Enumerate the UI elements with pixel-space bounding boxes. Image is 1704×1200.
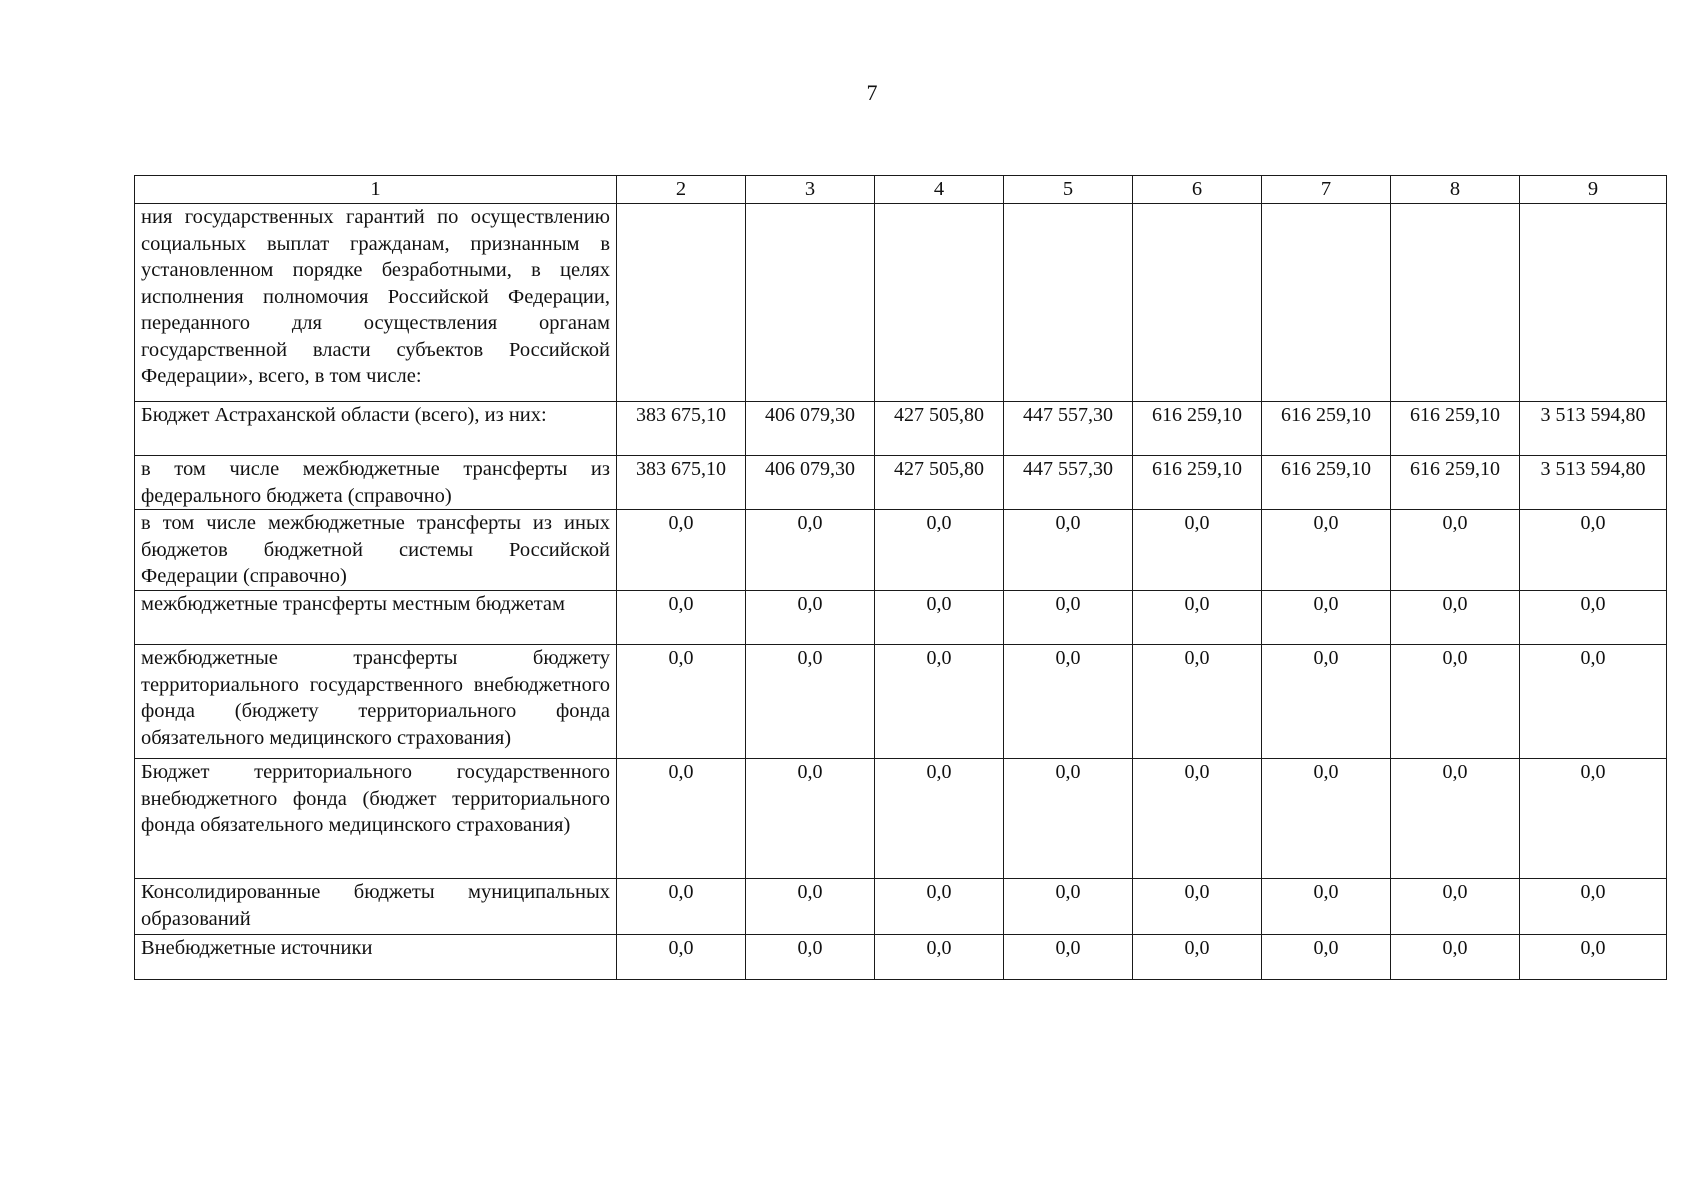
value-cell: 0,0 <box>1391 645 1520 759</box>
value-cell <box>1133 204 1262 402</box>
column-header: 8 <box>1391 176 1520 204</box>
table-row <box>135 935 1667 980</box>
value-cell: 406 079,30 <box>746 456 875 510</box>
value-cell: 0,0 <box>1133 645 1262 759</box>
value-cell: 0,0 <box>875 935 1004 980</box>
value-cell: 0,0 <box>1520 759 1667 879</box>
value-cell <box>746 204 875 402</box>
value-cell: 0,0 <box>1004 935 1133 980</box>
budget-table <box>134 175 1667 980</box>
value-cell: 0,0 <box>1520 591 1667 645</box>
table-row <box>135 402 1667 456</box>
table-row <box>135 591 1667 645</box>
value-cell: 0,0 <box>1262 591 1391 645</box>
value-cell: 0,0 <box>1262 510 1391 591</box>
value-cell: 0,0 <box>1004 591 1133 645</box>
row-label: Консолидированные бюджеты муниципальных образований <box>135 879 617 935</box>
row-label: ния государственных гарантий по осуществлению социальных выплат гражданам, признанным в установленном порядке безработными, в целях исполнения полномочия Российской Федерации, переданного для осуществления органам государственной власти субъектов Российской Федерации», всего, в том числе: <box>135 204 617 402</box>
value-cell: 616 259,10 <box>1262 402 1391 456</box>
value-cell: 616 259,10 <box>1391 402 1520 456</box>
value-cell: 0,0 <box>617 510 746 591</box>
value-cell: 0,0 <box>617 759 746 879</box>
value-cell: 0,0 <box>1004 510 1133 591</box>
value-cell: 0,0 <box>746 591 875 645</box>
value-cell: 0,0 <box>1004 759 1133 879</box>
value-cell: 0,0 <box>746 645 875 759</box>
value-cell: 0,0 <box>1520 935 1667 980</box>
value-cell: 0,0 <box>1133 510 1262 591</box>
value-cell: 0,0 <box>1391 591 1520 645</box>
table-row <box>135 879 1667 935</box>
value-cell: 383 675,10 <box>617 456 746 510</box>
value-cell: 0,0 <box>875 510 1004 591</box>
row-label: в том числе межбюджетные трансферты из иных бюджетов бюджетной системы Российской Федерации (справочно) <box>135 510 617 591</box>
value-cell: 0,0 <box>1391 879 1520 935</box>
value-cell: 0,0 <box>875 759 1004 879</box>
table-row <box>135 645 1667 759</box>
value-cell: 0,0 <box>1391 510 1520 591</box>
value-cell: 0,0 <box>617 591 746 645</box>
value-cell: 0,0 <box>1262 759 1391 879</box>
value-cell: 0,0 <box>746 510 875 591</box>
row-label: межбюджетные трансферты бюджету территориального государственного внебюджетного фонда (бюджету территориального фонда обязательного медицинского страхования) <box>135 645 617 759</box>
row-label: Бюджет территориального государственного внебюджетного фонда (бюджет территориального фонда обязательного медицинского страхования) <box>135 759 617 879</box>
value-cell: 616 259,10 <box>1133 402 1262 456</box>
value-cell: 0,0 <box>746 935 875 980</box>
column-header: 9 <box>1520 176 1667 204</box>
value-cell: 0,0 <box>1133 759 1262 879</box>
value-cell <box>1391 204 1520 402</box>
value-cell: 0,0 <box>617 879 746 935</box>
value-cell: 383 675,10 <box>617 402 746 456</box>
value-cell <box>1262 204 1391 402</box>
value-cell: 0,0 <box>1262 645 1391 759</box>
header-row <box>135 176 1667 204</box>
value-cell: 0,0 <box>1262 879 1391 935</box>
value-cell: 427 505,80 <box>875 402 1004 456</box>
value-cell: 0,0 <box>875 591 1004 645</box>
value-cell: 3 513 594,80 <box>1520 402 1667 456</box>
value-cell: 0,0 <box>746 759 875 879</box>
column-header: 6 <box>1133 176 1262 204</box>
value-cell: 427 505,80 <box>875 456 1004 510</box>
row-label: Внебюджетные источники <box>135 935 617 980</box>
value-cell: 0,0 <box>617 935 746 980</box>
table-row <box>135 204 1667 402</box>
value-cell: 0,0 <box>1004 879 1133 935</box>
page-number: 7 <box>866 80 878 105</box>
value-cell: 0,0 <box>1004 645 1133 759</box>
value-cell: 0,0 <box>1262 935 1391 980</box>
value-cell: 0,0 <box>1133 935 1262 980</box>
column-header: 5 <box>1004 176 1133 204</box>
table-row <box>135 456 1667 510</box>
row-label: межбюджетные трансферты местным бюджетам <box>135 591 617 645</box>
value-cell: 616 259,10 <box>1391 456 1520 510</box>
value-cell: 447 557,30 <box>1004 402 1133 456</box>
column-header: 2 <box>617 176 746 204</box>
value-cell: 406 079,30 <box>746 402 875 456</box>
value-cell <box>1004 204 1133 402</box>
value-cell: 0,0 <box>1520 510 1667 591</box>
value-cell: 0,0 <box>1133 591 1262 645</box>
table-row <box>135 759 1667 879</box>
value-cell <box>1520 204 1667 402</box>
value-cell: 447 557,30 <box>1004 456 1133 510</box>
value-cell: 0,0 <box>875 645 1004 759</box>
column-header: 7 <box>1262 176 1391 204</box>
value-cell: 616 259,10 <box>1133 456 1262 510</box>
value-cell: 0,0 <box>617 645 746 759</box>
column-header: 3 <box>746 176 875 204</box>
column-header: 4 <box>875 176 1004 204</box>
row-label: в том числе межбюджетные трансферты из федерального бюджета (справочно) <box>135 456 617 510</box>
row-label: Бюджет Астраханской области (всего), из них: <box>135 402 617 456</box>
value-cell: 0,0 <box>1391 935 1520 980</box>
value-cell: 0,0 <box>1391 759 1520 879</box>
value-cell <box>875 204 1004 402</box>
value-cell: 0,0 <box>746 879 875 935</box>
table-row <box>135 510 1667 591</box>
value-cell: 0,0 <box>1520 645 1667 759</box>
value-cell: 0,0 <box>1133 879 1262 935</box>
value-cell: 0,0 <box>1520 879 1667 935</box>
value-cell: 0,0 <box>875 879 1004 935</box>
value-cell: 3 513 594,80 <box>1520 456 1667 510</box>
value-cell <box>617 204 746 402</box>
column-header: 1 <box>135 176 617 204</box>
value-cell: 616 259,10 <box>1262 456 1391 510</box>
